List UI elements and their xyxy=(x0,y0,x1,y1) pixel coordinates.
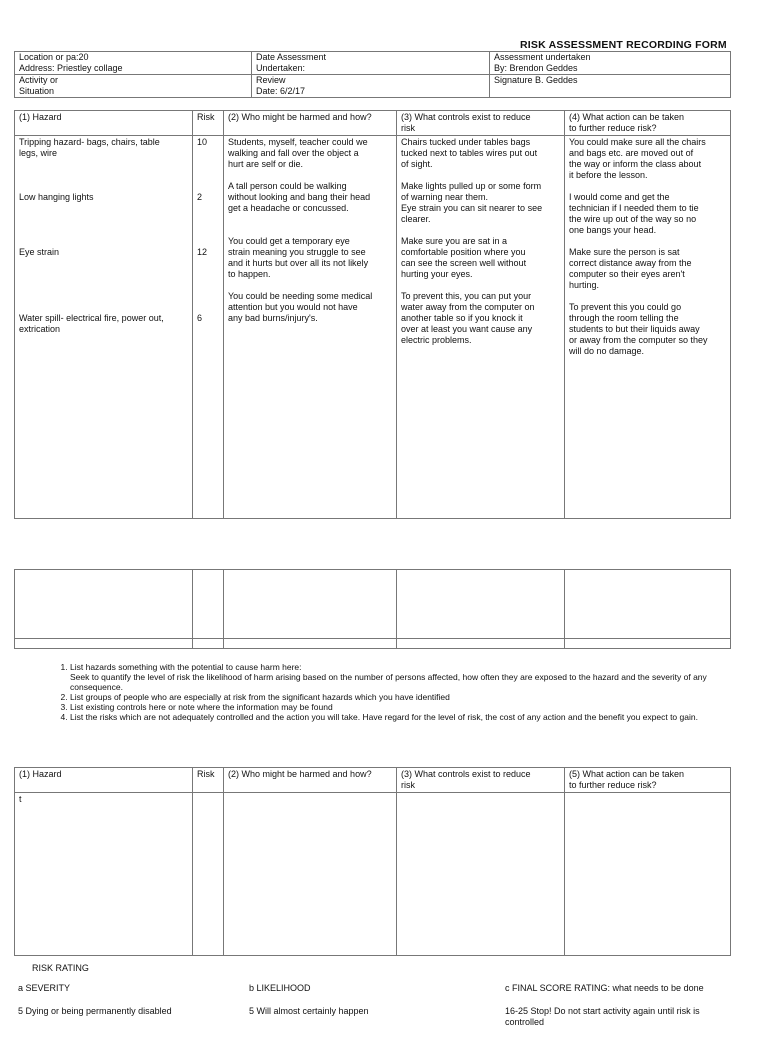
hazard-header: (1) Hazard xyxy=(15,768,193,793)
controls-header: (3) What controls exist to reduce risk xyxy=(397,768,565,793)
severity-label: a SEVERITY xyxy=(18,983,71,993)
risk-rating-title: RISK RATING xyxy=(32,963,89,973)
action-header: (5) What action can be taken to further reduce risk? xyxy=(565,768,731,793)
risk-assessment-table xyxy=(14,110,731,519)
final-score-column xyxy=(505,983,735,1040)
risk-scores-cell xyxy=(193,793,224,956)
date-assessment-label: Date Assessment xyxy=(256,52,327,62)
instructions-list xyxy=(56,662,736,722)
instruction-item: 3. List existing controls here or note where the information may be found xyxy=(70,702,736,712)
instruction-item: 4. List the risks which are not adequately controlled and the action you will take. Have regard for the level of risk, the cost of any action and the benefit you expect to gain. xyxy=(70,712,736,722)
location-label: Location or pa:20 xyxy=(19,52,89,62)
undertaken-label: Undertaken: xyxy=(256,63,306,73)
blank-cell xyxy=(193,639,224,649)
likelihood-item: 5 Will almost certainly happen xyxy=(249,1006,369,1016)
location-address-cell xyxy=(15,52,252,75)
address-label: Address: Priestley collage xyxy=(19,63,123,73)
blank-cell xyxy=(224,639,397,649)
form-title: RISK ASSESSMENT RECORDING FORM xyxy=(520,39,727,51)
date-assessment-cell xyxy=(252,52,490,75)
controls-cell xyxy=(397,793,565,956)
likelihood-label: b LIKELIHOOD xyxy=(249,983,311,993)
hazards-cell: t xyxy=(15,793,193,956)
severity-item: 5 Dying or being permanently disabled xyxy=(18,1006,172,1016)
final-score-item: 16-25 Stop! Do not start activity again until risk is controlled xyxy=(505,1006,700,1027)
review-date-cell xyxy=(252,75,490,98)
controls-header: (3) What controls exist to reduce risk xyxy=(397,111,565,136)
risk-header: Risk xyxy=(193,768,224,793)
assessment-undertaken-label: Assessment undertaken xyxy=(494,52,591,62)
activity-cell xyxy=(15,75,252,98)
signature: Signature B. Geddes xyxy=(494,75,578,85)
risk-header: Risk xyxy=(193,111,224,136)
actions-cell: You could make sure all the chairs and bags etc. are moved out of the way or inform the class about it before the lesson. I would come and get the technician if I needed them to tie the wire up out of the way so no one bangs your head. Make sure the person is sat correct distance away from the computer so their eyes aren't hurting. To prevent this you could go through the room telling the students to but their liquids away or away from the computer so they will do no damage. xyxy=(565,136,731,519)
risk-scores-cell: 10 2 12 6 xyxy=(193,136,224,519)
activity-label: Activity or xyxy=(19,75,59,85)
blank-cell xyxy=(15,639,193,649)
instruction-subtext: Seek to quantify the level of risk the likelihood of harm arising based on the number of persons affected, how often they are exposed to the hazard and the severity of any consequence. xyxy=(70,672,707,692)
blank-cell xyxy=(397,639,565,649)
hazards-cell: Tripping hazard- bags, chairs, table legs, wire Low hanging lights Eye strain Water spill- electrical fire, power out, extrication xyxy=(15,136,193,519)
action-header: (4) What action can be taken to further reduce risk? xyxy=(565,111,731,136)
blank-cell xyxy=(397,570,565,639)
instruction-item xyxy=(70,662,736,692)
blank-cell xyxy=(224,570,397,639)
blank-cell xyxy=(15,570,193,639)
situation-label: Situation xyxy=(19,86,55,96)
assessment-details-table xyxy=(14,51,731,98)
controls-cell: Chairs tucked under tables bags tucked next to tables wires put out of sight. Make lights pulled up or some form of warning near them. Eye strain you can sit nearer to see clearer. Make sure you are sat in a comfortable position where you can see the screen well without hurting your eyes. To prevent this, you can put your water away from the computer on another table so if you knock it over at least you want cause any electric problems. xyxy=(397,136,565,519)
severity-column xyxy=(18,983,218,1029)
blank-cell xyxy=(193,570,224,639)
assessor-name: By: Brendon Geddes xyxy=(494,63,578,73)
blank-cell xyxy=(565,570,731,639)
actions-cell xyxy=(565,793,731,956)
final-score-label: c FINAL SCORE RATING: what needs to be done xyxy=(505,983,704,993)
assessor-cell xyxy=(490,52,731,75)
signature-cell xyxy=(490,75,731,98)
blank-continuation-table xyxy=(14,569,731,649)
hazard-header: (1) Hazard xyxy=(15,111,193,136)
who-harmed-header: (2) Who might be harmed and how? xyxy=(224,111,397,136)
blank-cell xyxy=(565,639,731,649)
review-label: Review xyxy=(256,75,286,85)
instruction-item: 2. List groups of people who are especially at risk from the significant hazards which you have identified xyxy=(70,692,736,702)
review-date: Date: 6/2/17 xyxy=(256,86,306,96)
second-risk-table xyxy=(14,767,731,956)
who-harmed-cell: Students, myself, teacher could we walking and fall over the object a hurt are self or die. A tall person could be walking without looking and bang their head get a headache or concussed. You could get a temporary eye strain meaning you struggle to see and it hurts but over all its not likely to happen. You could be needing some medical attention but you would not have any bad burns/injury's. xyxy=(224,136,397,519)
instruction-text: List hazards something with the potential to cause harm here: xyxy=(70,662,302,672)
who-harmed-header: (2) Who might be harmed and how? xyxy=(224,768,397,793)
likelihood-column xyxy=(249,983,449,1029)
who-harmed-cell xyxy=(224,793,397,956)
